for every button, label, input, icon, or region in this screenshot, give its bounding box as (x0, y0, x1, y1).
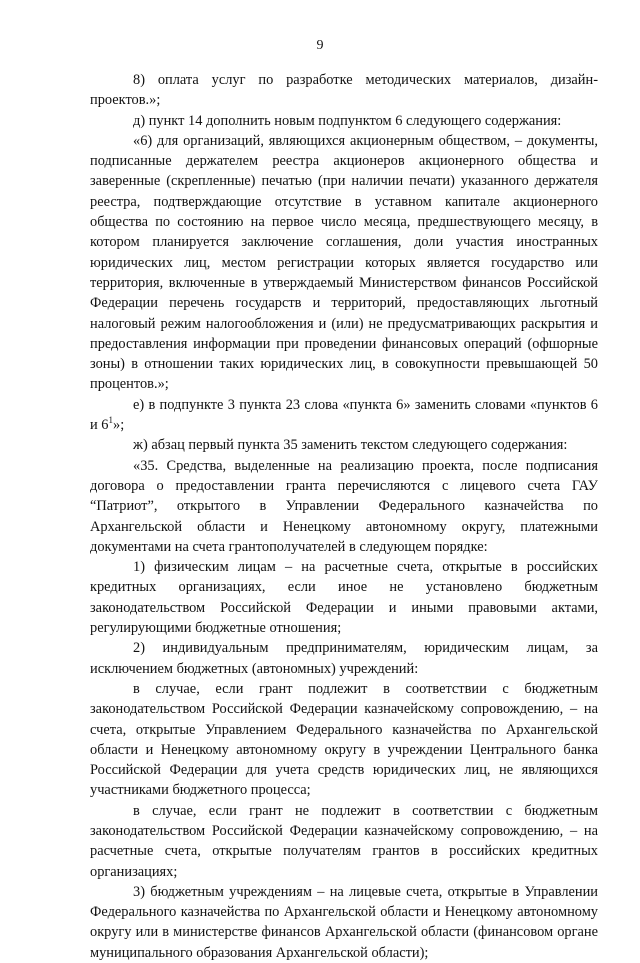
paragraph-subpoint-e-text: е) в подпункте 3 пункта 23 слова «пункта 6» заменить словами «пунктов 6 и 6 (90, 396, 598, 434)
paragraph-item-3: 3) бюджетным учреждениям – на лицевые счета, открытые в Управлении Федерального казначейства по Архангельской области и Ненецкому автономному округу или в министерстве финансов Архангельской области (финансовом органе муниципального образования Архангельской области); (90, 883, 598, 961)
page-number: 9 (316, 38, 324, 53)
paragraph-item-1: 1) физическим лицам – на расчетные счета, открытые в российских кредитных организациях, если иное не установлено бюджетным законодательством Российской Федерации и иными правовыми актами, регулирующими бюджетные отношения; (90, 559, 598, 637)
paragraph-point-35: «35. Средства, выделенные на реализацию проекта, после подписания договора о предоставлении гранта перечисляются с лицевого счета ГАУ “Патриот”, открытого в Управлении Федерального казначейства по Архангельской области и Ненецкому автономному округу, платежными документами на счета грантополучателей в следующем порядке: (90, 457, 598, 555)
paragraph-subpoint-e (90, 395, 598, 436)
paragraph-subpoint-zh: ж) абзац первый пункта 35 заменить текстом следующего содержания: (133, 437, 568, 454)
paragraph-case-treasury: в случае, если грант подлежит в соответствии с бюджетным законодательством Российской Федерации казначейскому сопровождению, – на счета, открытые Управлением Федерального казначейства по Архангельской области и Ненецкому автономному округу в учреждении Центрального банка Российской Федерации для учета средств юридических лиц, не являющихся участниками бюджетного процесса; (90, 680, 598, 799)
paragraph-item-8: 8) оплата услуг по разработке методических материалов, дизайн-проектов.»; (90, 72, 598, 109)
document-body (90, 70, 598, 963)
paragraph-item-2: 2) индивидуальным предпринимателям, юридическим лицам, за исключением бюджетных (автономных) учреждений: (90, 640, 598, 677)
paragraph-subpoint-d: д) пункт 14 дополнить новым подпунктом 6 следующего содержания: (133, 112, 562, 129)
superscript: 1 (108, 415, 113, 426)
paragraph-subpoint-6-text: «6) для организаций, являющихся акционерным обществом, – документы, подписанные держателем реестра акционеров акционерного общества и заверенные (скрепленные) печатью (при наличии печати) указанного держателя реестра, подтверждающие отсутствие в уставном капитале акционерного общества по состоянию на первое число месяца, предшествующего месяцу, в котором планируется заключение соглашения, доли участия иностранных юридических лиц, местом регистрации которых является государство или территория, включенные в утверждаемый Министерством финансов Российской Федерации перечень государств и территорий, предоставляющих льготный налоговый режим налогообложения и (или) не предусматривающих раскрытия и предоставления информации при проведении финансовых операций (офшорные зоны) в отношении таких юридических лиц, в совокупности превышающей 50 процентов.»; (90, 132, 598, 393)
paragraph-case-no-treasury: в случае, если грант не подлежит в соответствии с бюджетным законодательством Российской Федерации казначейскому сопровождению, – на расчетные счета, открытые получателям грантов в российских кредитных организациях; (90, 802, 598, 880)
paragraph-subpoint-e-tail: »; (113, 417, 125, 434)
